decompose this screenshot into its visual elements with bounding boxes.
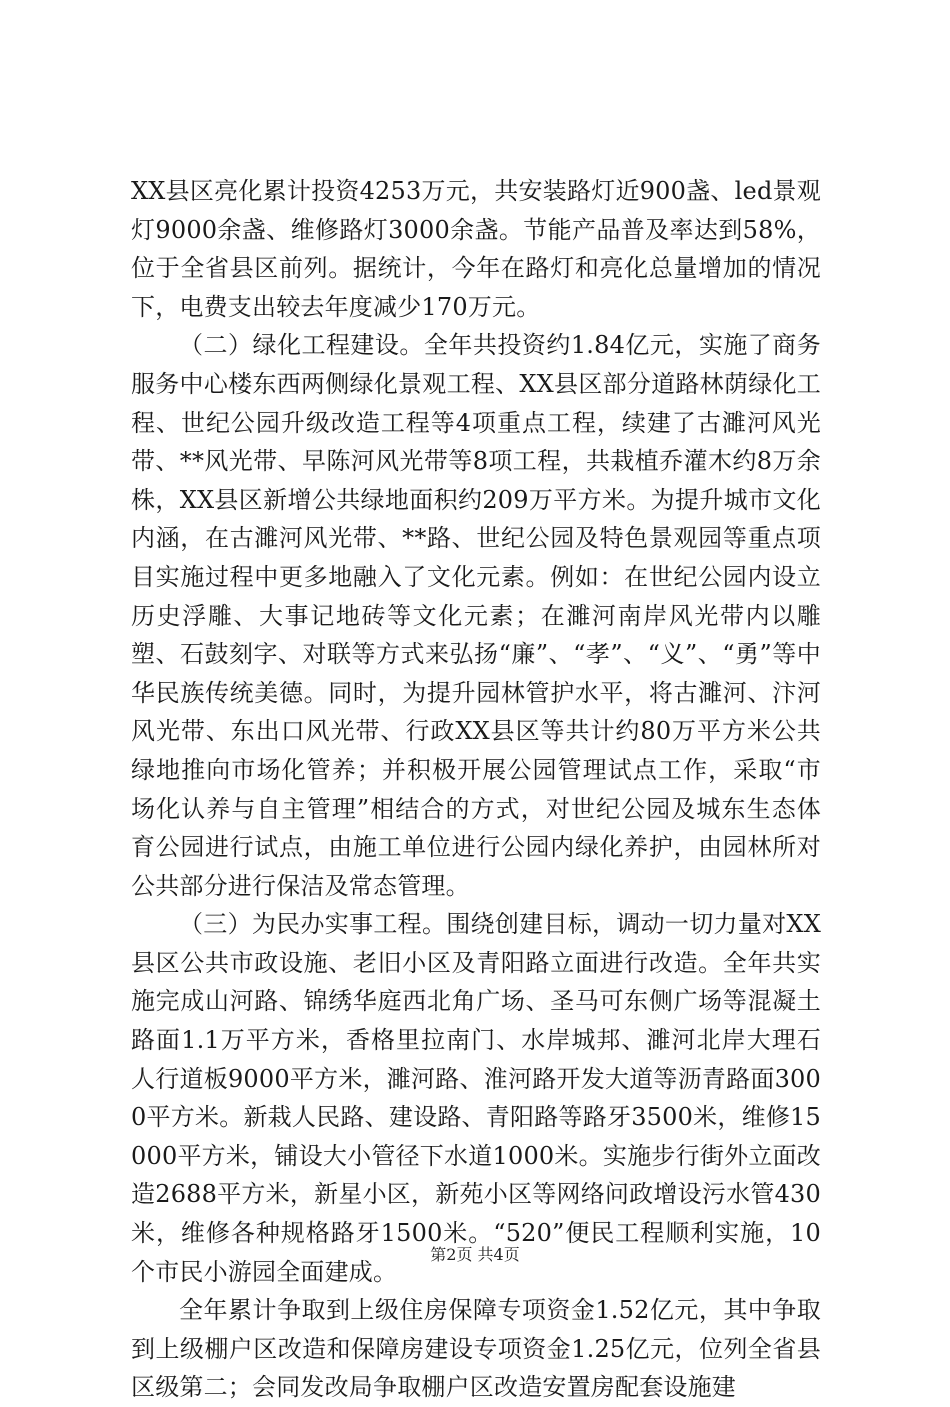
paragraph-public-works: （三）为民办实事工程。围绕创建目标，调动一切力量对XX县区公共市政设施、老旧小区及青阳路立面进行改造。全年共实施完成山河路、锦绣华庭西北角广场、圣马可东侧广场等混凝土路面1.1万平方米，香格里拉南门、水岸城邦、濉河北岸大理石人行道板9000平方米，濉河路、淮河路开发大道等沥青路面3000平方米。新栽人民路、建设路、青阳路等路牙3500米，维修15000平方米，铺设大小管径下水道1000米。实施步行街外立面改造2688平方米，新星小区，新苑小区等网络问政增设污水管430米，维修各种规格路牙1500米。“520”便民工程顺利实施，10个市民小游园全面建成。 bbox=[131, 910, 821, 1286]
paragraph-housing-funds: 全年累计争取到上级住房保障专项资金1.52亿元，其中争取到上级棚户区改造和保障房建设专项资金1.25亿元，位列全省县区级第二；会同发改局争取棚户区改造安置房配套设施建 bbox=[131, 1296, 821, 1402]
paragraph-lighting-investment: XX县区亮化累计投资4253万元，共安装路灯近900盏、led景观灯9000余盏、维修路灯3000余盏。节能产品普及率达到58%，位于全省县区前列。据统计，今年在路灯和亮化总量增加的情况下，电费支出较去年度减少170万元。 bbox=[131, 177, 821, 321]
document-body bbox=[131, 172, 821, 1407]
paragraph-greening-project: （二）绿化工程建设。全年共投资约1.84亿元，实施了商务服务中心楼东西两侧绿化景观工程、XX县区部分道路林荫绿化工程、世纪公园升级改造工程等4项重点工程，续建了古濉河风光带、**风光带、早陈河风光带等8项工程，共栽植乔灌木约8万余株，XX县区新增公共绿地面积约209万平方米。为提升城市文化内涵，在古濉河风光带、**路、世纪公园及特色景观园等重点项目实施过程中更多地融入了文化元素。例如：在世纪公园内设立历史浮雕、大事记地砖等文化元素；在濉河南岸风光带内以雕塑、石鼓刻字、对联等方式来弘扬“廉”、“孝”、“义”、“勇”等中华民族传统美德。同时，为提升园林管护水平，将古濉河、汴河风光带、东出口风光带、行政XX县区等共计约80万平方米公共绿地推向市场化管养；并积极开展公园管理试点工作，采取“市场化认养与自主管理”相结合的方式，对世纪公园及城东生态体育公园进行试点，由施工单位进行公园内绿化养护，由园林所对公共部分进行保洁及常态管理。 bbox=[131, 331, 821, 900]
page-footer: 第2页 共4页 bbox=[430, 1245, 520, 1264]
